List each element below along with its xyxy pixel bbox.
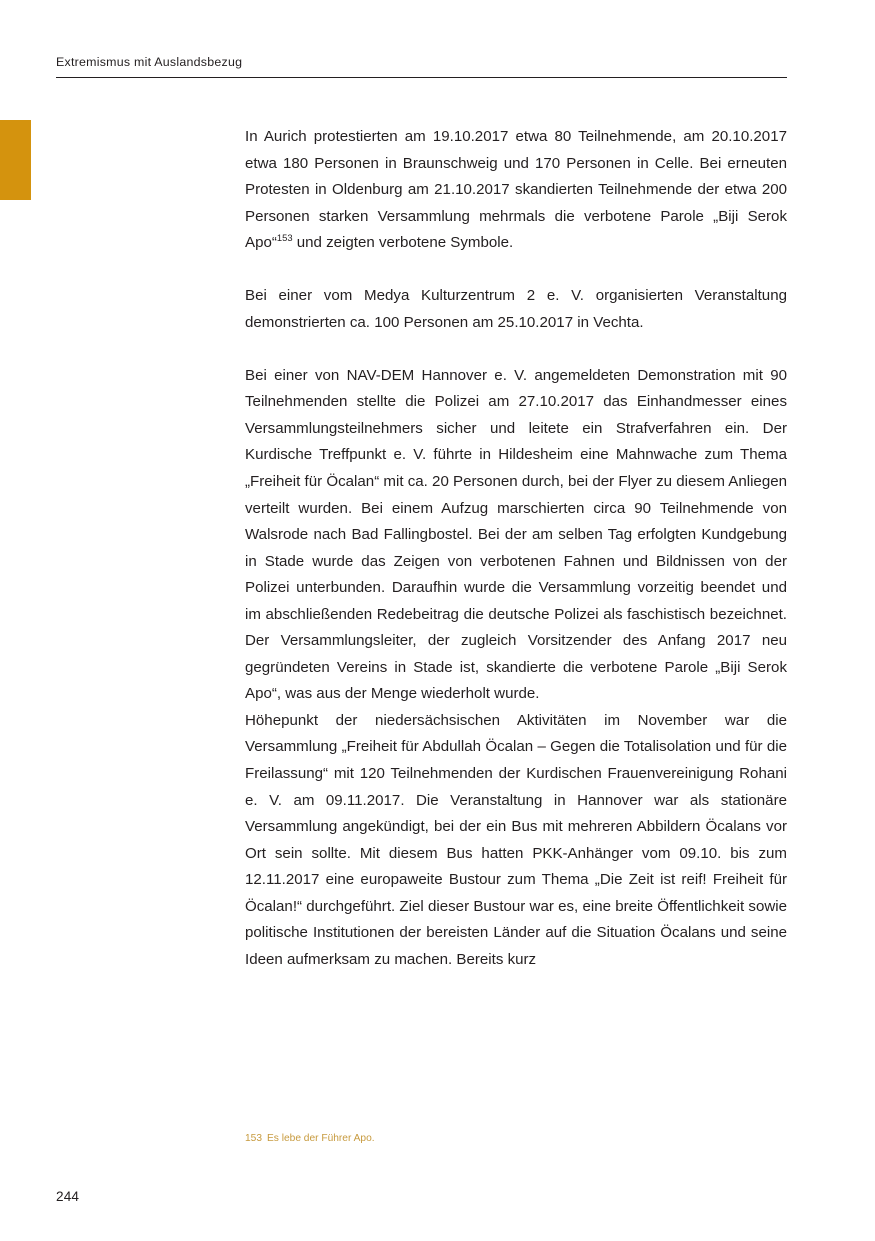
running-head-text: Extremismus mit Auslandsbezug	[56, 55, 243, 69]
paragraph-1-text-before-footnote: In Aurich protestierten am 19.10.2017 etwa 80 Teilnehmende, am 20.10.2017 etwa 180 Personen in Braunschweig und 170 Personen in Celle. Bei erneuten Protesten in Oldenburg am 21.10.2017 skandierten Teilnehmende der etwa 200 Personen starken Versammlung mehrmals die verbotene Parole „Biji Serok Apo“	[245, 128, 787, 252]
footnote-entry	[245, 1132, 787, 1146]
header-rule	[56, 77, 787, 78]
footnote-text: Es lebe der Führer Apo.	[267, 1133, 375, 1144]
footnote-reference-153[interactable]: 153	[276, 232, 293, 244]
paragraph-4: Höhepunkt der niedersächsischen Aktivitäten im November war die Versammlung „Freiheit für Abdullah Öcalan – Gegen die Totalisolation und für die Freilassung“ mit 120 Teilnehmenden der Kurdischen Frauenvereinigung Rohani e. V. am 09.11.2017. Die Veranstaltung in Hannover war als stationäre Versammlung angekündigt, bei der ein Bus mit mehreren Abbildern Öcalans vor Ort sein sollte. Mit diesem Bus hatten PKK-Anhänger vom 09.10. bis zum 12.11.2017 eine europaweite Bustour zum Thema „Die Zeit ist reif! Freiheit für Öcalan!“ durchgeführt. Ziel dieser Bustour war es, eine breite Öffentlichkeit sowie politische Institutionen der bereisten Länder auf die Situation Öcalans und seine Ideen aufmerksam zu machen. Bereits kurz	[245, 711, 787, 968]
paragraph-3: Bei einer von NAV-DEM Hannover e. V. angemeldeten Demonstration mit 90 Teilnehmenden stellte die Polizei am 27.10.2017 das Einhandmesser eines Versammlungsteilnehmers sicher und leitete ein Strafverfahren ein. Der Kurdische Treffpunkt e. V. führte in Hildesheim eine Mahnwache zum Thema „Freiheit für Öcalan“ mit ca. 20 Personen durch, bei der Flyer zu diesem Anliegen verteilt wurden. Bei einem Aufzug marschierten circa 90 Teilnehmende von Walsrode nach Bad Fallingbostel. Bei der am selben Tag erfolgten Kundgebung in Stade wurde das Zeigen von verbotenen Fahnen und Bildnissen von der Polizei unterbunden. Daraufhin wurde die Versammlung vorzeitig beendet und im abschließenden Redebeitrag die deutsche Polizei als faschistisch bezeichnet. Der Versammlungsleiter, der zugleich Vorsitzender des Anfang 2017 neu gegründeten Vereins in Stade ist, skandierte die verbotene Parole „Biji Serok Apo“, was aus der Menge wiederholt wurde.	[245, 366, 787, 703]
paragraph-1-text-after-footnote: und zeigten verbotene Symbole.	[292, 234, 514, 252]
paragraph-1	[245, 124, 787, 257]
footnote-number: 153	[245, 1133, 262, 1144]
page-number: 244	[56, 1189, 80, 1204]
running-head	[56, 55, 787, 78]
section-color-tab	[0, 120, 31, 200]
body-text-column	[245, 124, 787, 973]
paragraph-2: Bei einer vom Medya Kulturzentrum 2 e. V. organisierten Veranstaltung demonstrierten ca. 100 Personen am 25.10.2017 in Vechta.	[245, 287, 787, 331]
